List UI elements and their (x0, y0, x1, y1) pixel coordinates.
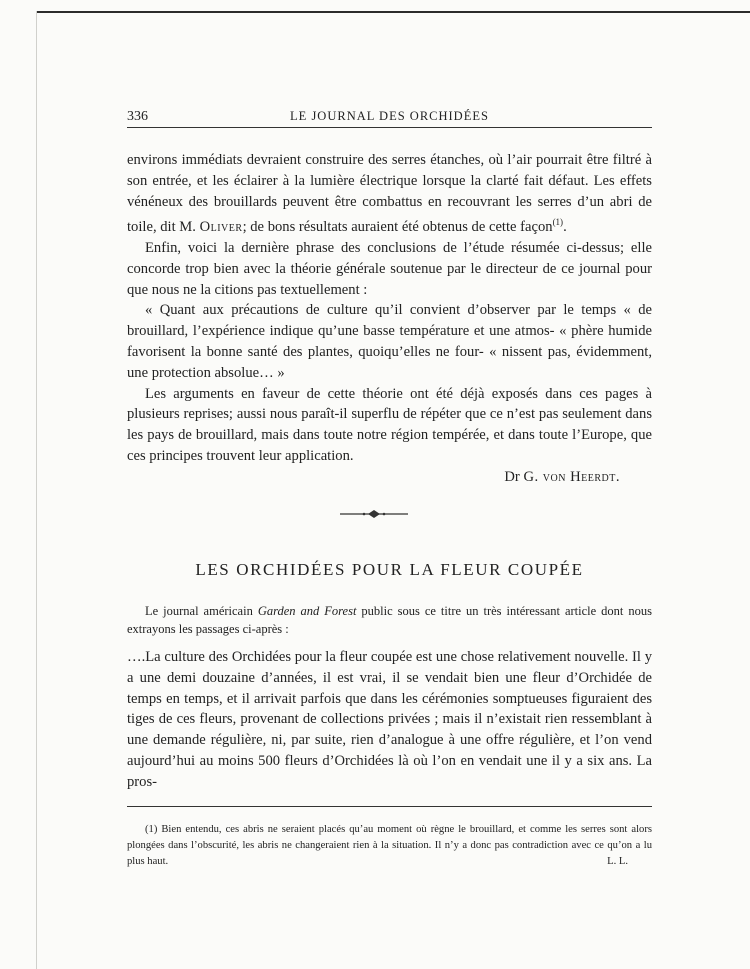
paragraph-1: environs immédiats devraient construire des serres étanches, où l’air pourrait être filtré à son entrée, et les éclairer à la lumière électrique lorsque la clarté fait défaut. Les effets vénéneux des brouillards peuvent être combattus en recouvrant les serres d’un abri de toile, dit M. Oliver; de bons résultats auraient été obtenus de cette façon$^{(1)}$. (127, 152, 652, 236)
footnote: (1) Bien entendu, ces abris ne seraient placés qu’au moment où règne le brouillard, et comme les serres sont alors plongées dans l’obscurité, les abris ne changeraient rien à la situation. Il n’y a donc pas contradiction avec ce qu’on a lu plus haut. L. L. (127, 822, 652, 870)
footnote-signature: L. L. (607, 856, 628, 867)
page-number: 336 (127, 109, 148, 124)
article-title: LES ORCHIDÉES POUR LA FLEUR COUPÉE (195, 560, 584, 579)
article-body (127, 647, 652, 793)
paragraph-2: Enfin, voici la dernière phrase des conclusions de l’étude résumée ci-dessus; elle concorde trop bien avec la théorie générale soutenue par le directeur de ce journal pour que nous ne la citions pas textuellement : (127, 240, 652, 298)
footnote-ref[interactable]: (1) (552, 217, 564, 228)
paragraph-3: Les arguments en faveur de cette théorie ont été déjà exposés dans ces pages à plusieurs reprises; aussi nous paraît-il superflu de répéter que ce n’est pas seulement dans les pays de brouillard, mais dans toute notre région tempérée, et dans toute l’Europe, que ces principes trouvent leur application. (127, 385, 652, 465)
article-intro: Le journal américain Garden and Forest public sous ce titre un très intéressant article dont nous extrayons les passages ci-après : (127, 604, 652, 636)
author-oliver: Oliver (199, 219, 243, 236)
quotation: « Quant aux précautions de culture qu’il convient d’observer par le temps « de brouillard, l’expérience indique qu’une basse température et une atmos- « phère humide favorisent la bonne santé des plantes, quoiqu’elles ne four- « nissent pas, évidemment, une protection absolue… » (127, 302, 652, 381)
article-paragraph-1: ….La culture des Orchidées pour la fleur coupée est une chose relativement nouvelle. Il y a une demi douzaine d’années, il est vrai, il se vendait bien une fleur d’Orchidée de temps en temps, et il arrivait parfois que dans les cérémonies somptueuses figuraient des tiges de ces fleurs, provenant de collections privées ; mais il n’existait rien ressemblant à une demande régulière, ni, par suite, rien d’analogue à une offre régulière, et l’on vend aujourd’hui au moins 500 fleurs d’Orchidées là où l’on en vendait une il y a six ans. La pros- (127, 649, 652, 790)
page-header (127, 106, 652, 126)
footnote-rule (127, 806, 652, 807)
header-rule (127, 127, 652, 128)
scan-edge-left (36, 11, 37, 969)
continued-article (127, 150, 652, 488)
running-title: LE JOURNAL DES ORCHIDÉES (290, 109, 489, 123)
journal-name: Garden and Forest (257, 604, 357, 618)
author-signature: Dr G. von Heerdt. (504, 468, 620, 485)
scan-edge-top (36, 11, 750, 13)
section-ornament (340, 509, 408, 519)
